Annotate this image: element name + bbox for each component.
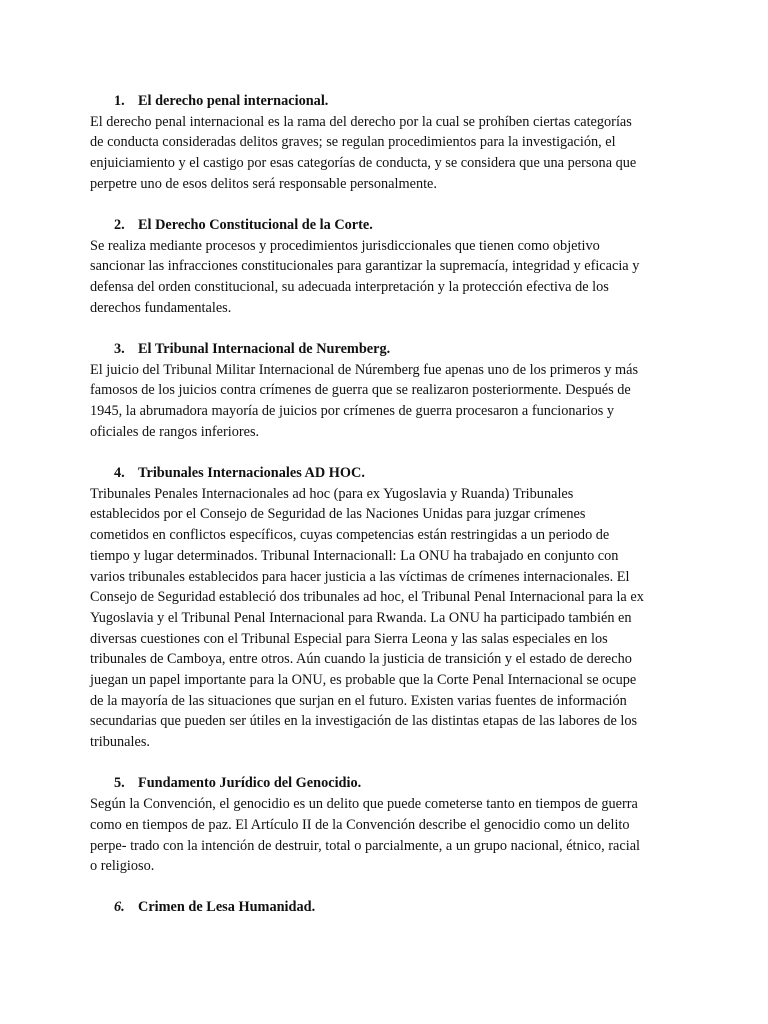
section-number: 1.: [114, 93, 125, 109]
paragraph-line: o religioso.: [90, 858, 155, 875]
paragraph-line: Consejo de Seguridad estableció dos tribunales ad hoc, el Tribunal Penal Internacional para la ex: [90, 589, 644, 606]
document-content: [90, 91, 680, 918]
paragraph-line: Se realiza mediante procesos y procedimientos jurisdiccionales que tienen como objetivo: [90, 237, 600, 254]
section-paragraph: [90, 794, 680, 877]
section-title: Fundamento Jurídico del Genocidio.: [138, 775, 362, 792]
section-paragraph: [90, 360, 680, 443]
section-paragraph: [90, 112, 680, 195]
paragraph-line: defensa del orden constitucional, su adecuada interpretación y la protección efectiva de los: [90, 279, 609, 296]
section-2: [90, 215, 680, 319]
paragraph-line: juegan un papel importante para la ONU, es probable que la Corte Penal Internacional se ocupe: [90, 672, 637, 689]
section-title: Crimen de Lesa Humanidad.: [138, 899, 316, 916]
paragraph-line: tiempo y lugar determinados. Tribunal Internacionall: La ONU ha trabajado en conjunto con: [90, 547, 619, 564]
section-paragraph: [90, 484, 680, 753]
paragraph-line: varios tribunales establecidos para hacer justicia a las víctimas de crímenes internacionales. El: [90, 568, 630, 585]
paragraph-line: derechos fundamentales.: [90, 299, 232, 316]
paragraph-line: El derecho penal internacional es la rama del derecho por la cual se prohíben ciertas categorías: [90, 113, 632, 130]
paragraph-line: Tribunales Penales Internacionales ad hoc (para ex Yugoslavia y Ruanda) Tribunales: [90, 485, 574, 502]
paragraph-line: de conducta consideradas delitos graves; se regulan procedimientos para la investigación, el: [90, 134, 616, 151]
section-title: El Tribunal Internacional de Nuremberg.: [138, 341, 391, 358]
paragraph-line: como en tiempos de paz. El Artículo II de la Convención describe el genocidio como un delito: [90, 816, 630, 833]
section-heading: [90, 339, 680, 360]
paragraph-line: diversas cuestiones con el Tribunal Especial para Sierra Leona y las salas especiales en los: [90, 630, 608, 647]
section-5: [90, 773, 680, 877]
section-number: 6.: [114, 899, 125, 916]
paragraph-line: Yugoslavia y el Tribunal Penal Internacional para Rwanda. La ONU ha participado también en: [90, 609, 632, 626]
paragraph-line: perpe- trado con la intención de destruir, total o parcialmente, a un grupo nacional, étnico, racial: [90, 837, 641, 854]
section-paragraph: [90, 236, 680, 319]
section-4: [90, 463, 680, 753]
section-heading: [90, 463, 680, 484]
paragraph-line: tribunales de Camboya, entre otros. Aún cuando la justicia de transición y el estado de derecho: [90, 651, 632, 668]
section-heading: [90, 215, 680, 236]
paragraph-line: 1945, la abrumadora mayoría de juicios por crímenes de guerra procesaron a funcionarios y: [90, 403, 615, 420]
paragraph-line: tribunales.: [90, 734, 150, 751]
section-3: [90, 339, 680, 443]
section-1: [90, 91, 680, 195]
paragraph-line: perpetre uno de esos delitos será responsable personalmente.: [90, 175, 437, 192]
section-number: 3.: [114, 341, 125, 358]
section-number: 2.: [114, 217, 125, 234]
paragraph-line: oficiales de rangos inferiores.: [90, 423, 260, 440]
paragraph-line: establecidos por el Consejo de Seguridad de las Naciones Unidas para juzgar crímenes: [90, 506, 586, 523]
section-number: 4.: [114, 465, 125, 482]
paragraph-line: sancionar las infracciones constitucionales para garantizar la supremacía, integridad y eficacia y: [90, 258, 640, 275]
section-number: 5.: [114, 775, 125, 792]
paragraph-line: Según la Convención, el genocidio es un delito que puede cometerse tanto en tiempos de guerra: [90, 796, 638, 813]
paragraph-line: enjuiciamiento y el castigo por esas categorías de conducta, y se considera que una persona que: [90, 155, 637, 172]
paragraph-line: cometidos en conflictos específicos, cuyas competencias están restringidas a un periodo de: [90, 527, 610, 544]
paragraph-line: famosos de los juicios contra crímenes de guerra que se realizaron posteriormente. Después de: [90, 382, 631, 399]
section-heading: [90, 773, 680, 794]
section-heading: [90, 91, 680, 112]
paragraph-line: El juicio del Tribunal Militar Internacional de Núremberg fue apenas uno de los primeros y más: [90, 361, 639, 378]
section-heading: [90, 897, 680, 918]
section-title: Tribunales Internacionales AD HOC.: [138, 465, 365, 482]
section-title: El derecho penal internacional.: [138, 93, 329, 109]
paragraph-line: secundarias que pueden ser útiles en la investigación de las distintas etapas de las labores de los: [90, 713, 638, 730]
section-6: [90, 897, 680, 918]
paragraph-line: de la mayoría de las situaciones que surjan en el futuro. Existen varias fuentes de información: [90, 692, 627, 709]
section-title: El Derecho Constitucional de la Corte.: [138, 217, 373, 234]
